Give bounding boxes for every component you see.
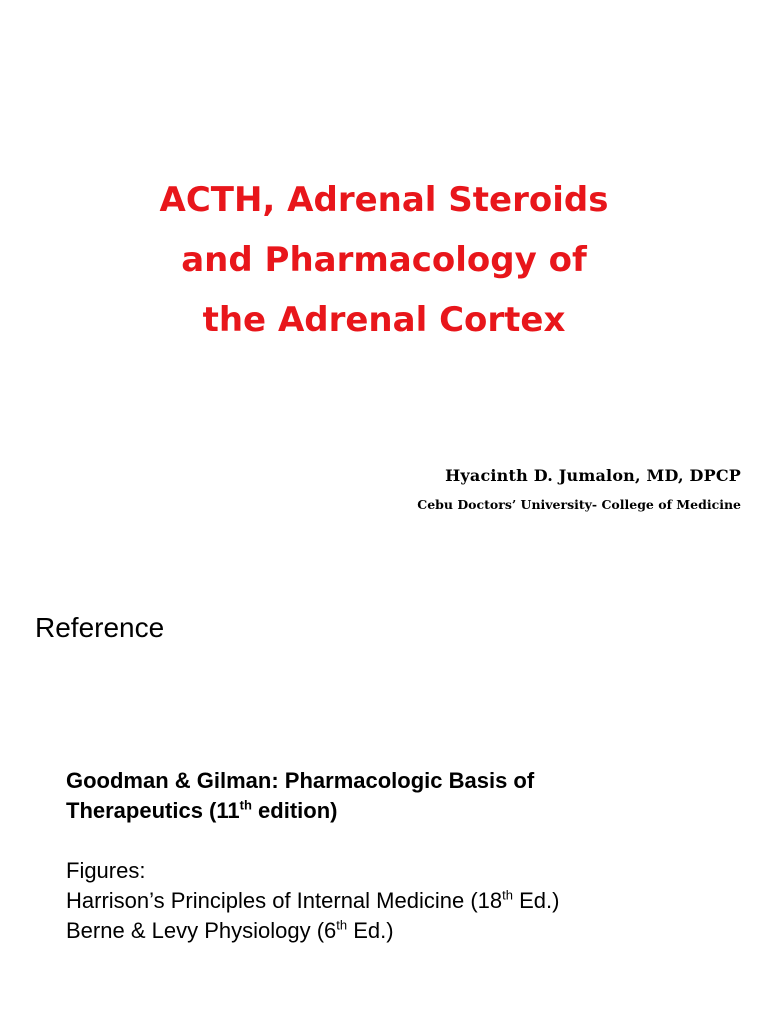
main-reference (66, 766, 746, 826)
slide-title (0, 170, 768, 350)
spacer (66, 826, 746, 856)
ordinal-superscript: th (502, 887, 513, 903)
reference-heading: Reference (35, 612, 165, 643)
figure-reference-text: Ed.) (347, 918, 394, 943)
ordinal-superscript: th (239, 797, 252, 813)
figure-reference-text: Harrison’s Principles of Internal Medicine (18 (66, 888, 503, 913)
figure-reference-text: Ed.) (512, 888, 560, 913)
ordinal-superscript: th (336, 917, 348, 933)
author-affiliation: Cebu Doctors’ University- College of Medicine (417, 497, 741, 512)
reference-body (66, 766, 746, 946)
figure-reference-text: Berne & Levy Physiology (6 (66, 918, 337, 943)
main-reference-text: edition) (251, 798, 338, 823)
title-line: and Pharmacology of (181, 240, 587, 280)
main-reference-line (66, 796, 746, 826)
main-reference-text: Therapeutics (11 (66, 798, 240, 823)
main-reference-line: Goodman & Gilman: Pharmacologic Basis of (66, 768, 535, 793)
figure-reference (66, 916, 746, 946)
title-line: ACTH, Adrenal Steroids (159, 180, 609, 220)
figures-label: Figures: (66, 858, 146, 883)
title-line: the Adrenal Cortex (202, 300, 566, 340)
author-name: Hyacinth D. Jumalon, MD, DPCP (445, 466, 741, 485)
figure-reference (66, 886, 746, 916)
reference-slide (0, 576, 768, 1024)
